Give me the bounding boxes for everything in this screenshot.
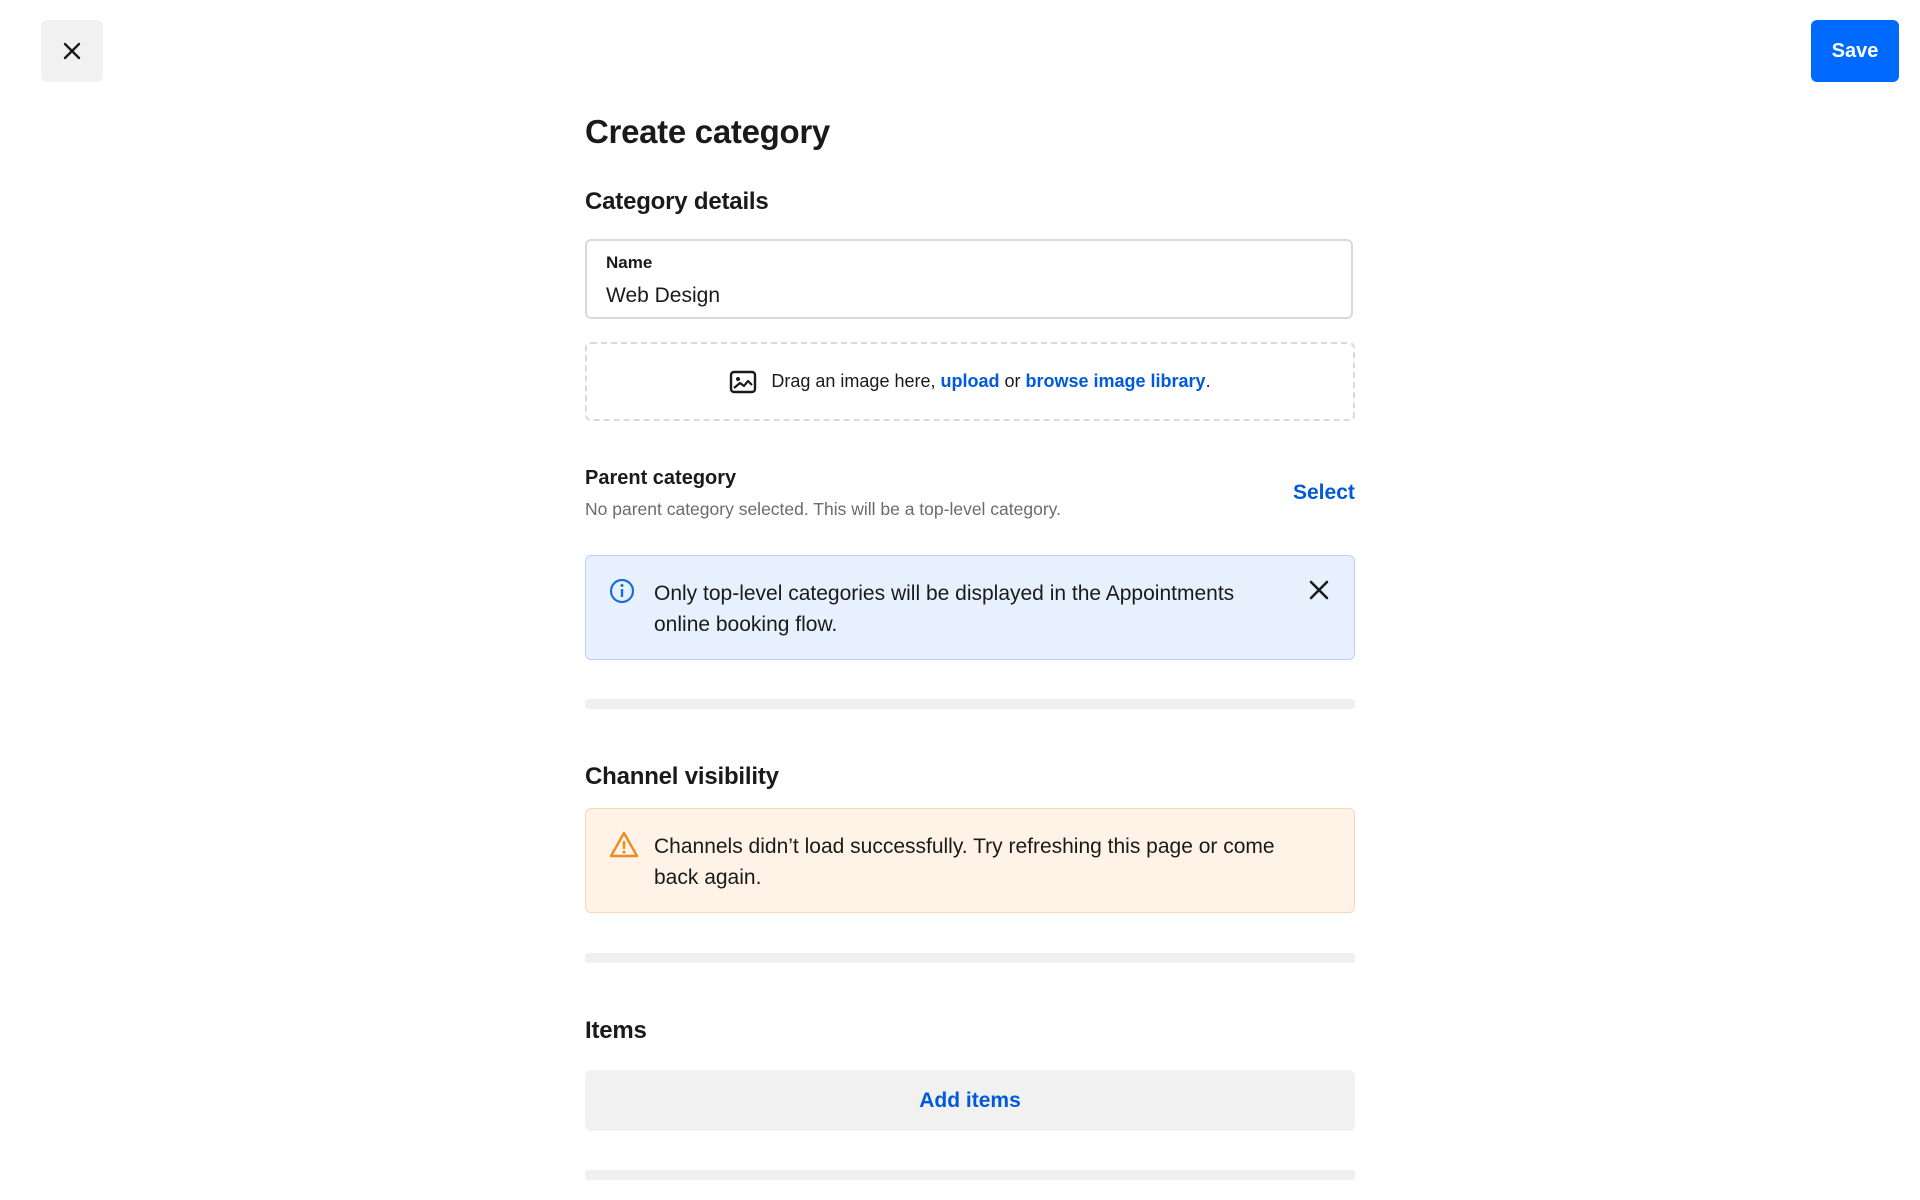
dropzone-or-text: or: [999, 371, 1026, 391]
category-details-heading: Category details: [585, 188, 769, 215]
info-banner-text: Only top-level categories will be displayed in the Appointments online booking flow.: [654, 582, 1235, 636]
warning-icon: [609, 831, 639, 858]
add-items-button[interactable]: Add items: [585, 1070, 1355, 1131]
parent-category-description: No parent category selected. This will be a top-level category.: [585, 499, 1061, 519]
channel-visibility-heading: Channel visibility: [585, 763, 779, 790]
section-divider: [585, 953, 1355, 963]
dropzone-period: .: [1205, 371, 1211, 391]
dismiss-banner-icon[interactable]: [1308, 579, 1330, 601]
name-field[interactable]: [585, 239, 1353, 319]
name-field-label: Name: [606, 253, 653, 272]
page-title: Create category: [585, 113, 830, 150]
info-banner: [585, 555, 1355, 660]
upload-link[interactable]: upload: [940, 371, 1000, 391]
warning-banner: [585, 808, 1355, 913]
image-dropzone[interactable]: [585, 342, 1355, 421]
info-icon: [609, 578, 635, 604]
parent-category-title: Parent category: [585, 467, 737, 489]
dropzone-text: Drag an image here,: [771, 371, 941, 391]
items-heading: Items: [585, 1017, 647, 1044]
select-parent-category-link[interactable]: Select: [1293, 481, 1355, 504]
browse-image-library-link[interactable]: browse image library: [1025, 371, 1206, 391]
close-button[interactable]: [41, 20, 103, 82]
section-divider: [585, 1170, 1355, 1180]
section-divider: [585, 699, 1355, 709]
name-input[interactable]: [606, 284, 1306, 308]
image-icon: [729, 370, 757, 394]
warning-banner-text: Channels didn’t load successfully. Try refreshing this page or come back again.: [654, 835, 1275, 889]
save-button[interactable]: Save: [1811, 20, 1899, 82]
close-icon: [63, 42, 81, 60]
